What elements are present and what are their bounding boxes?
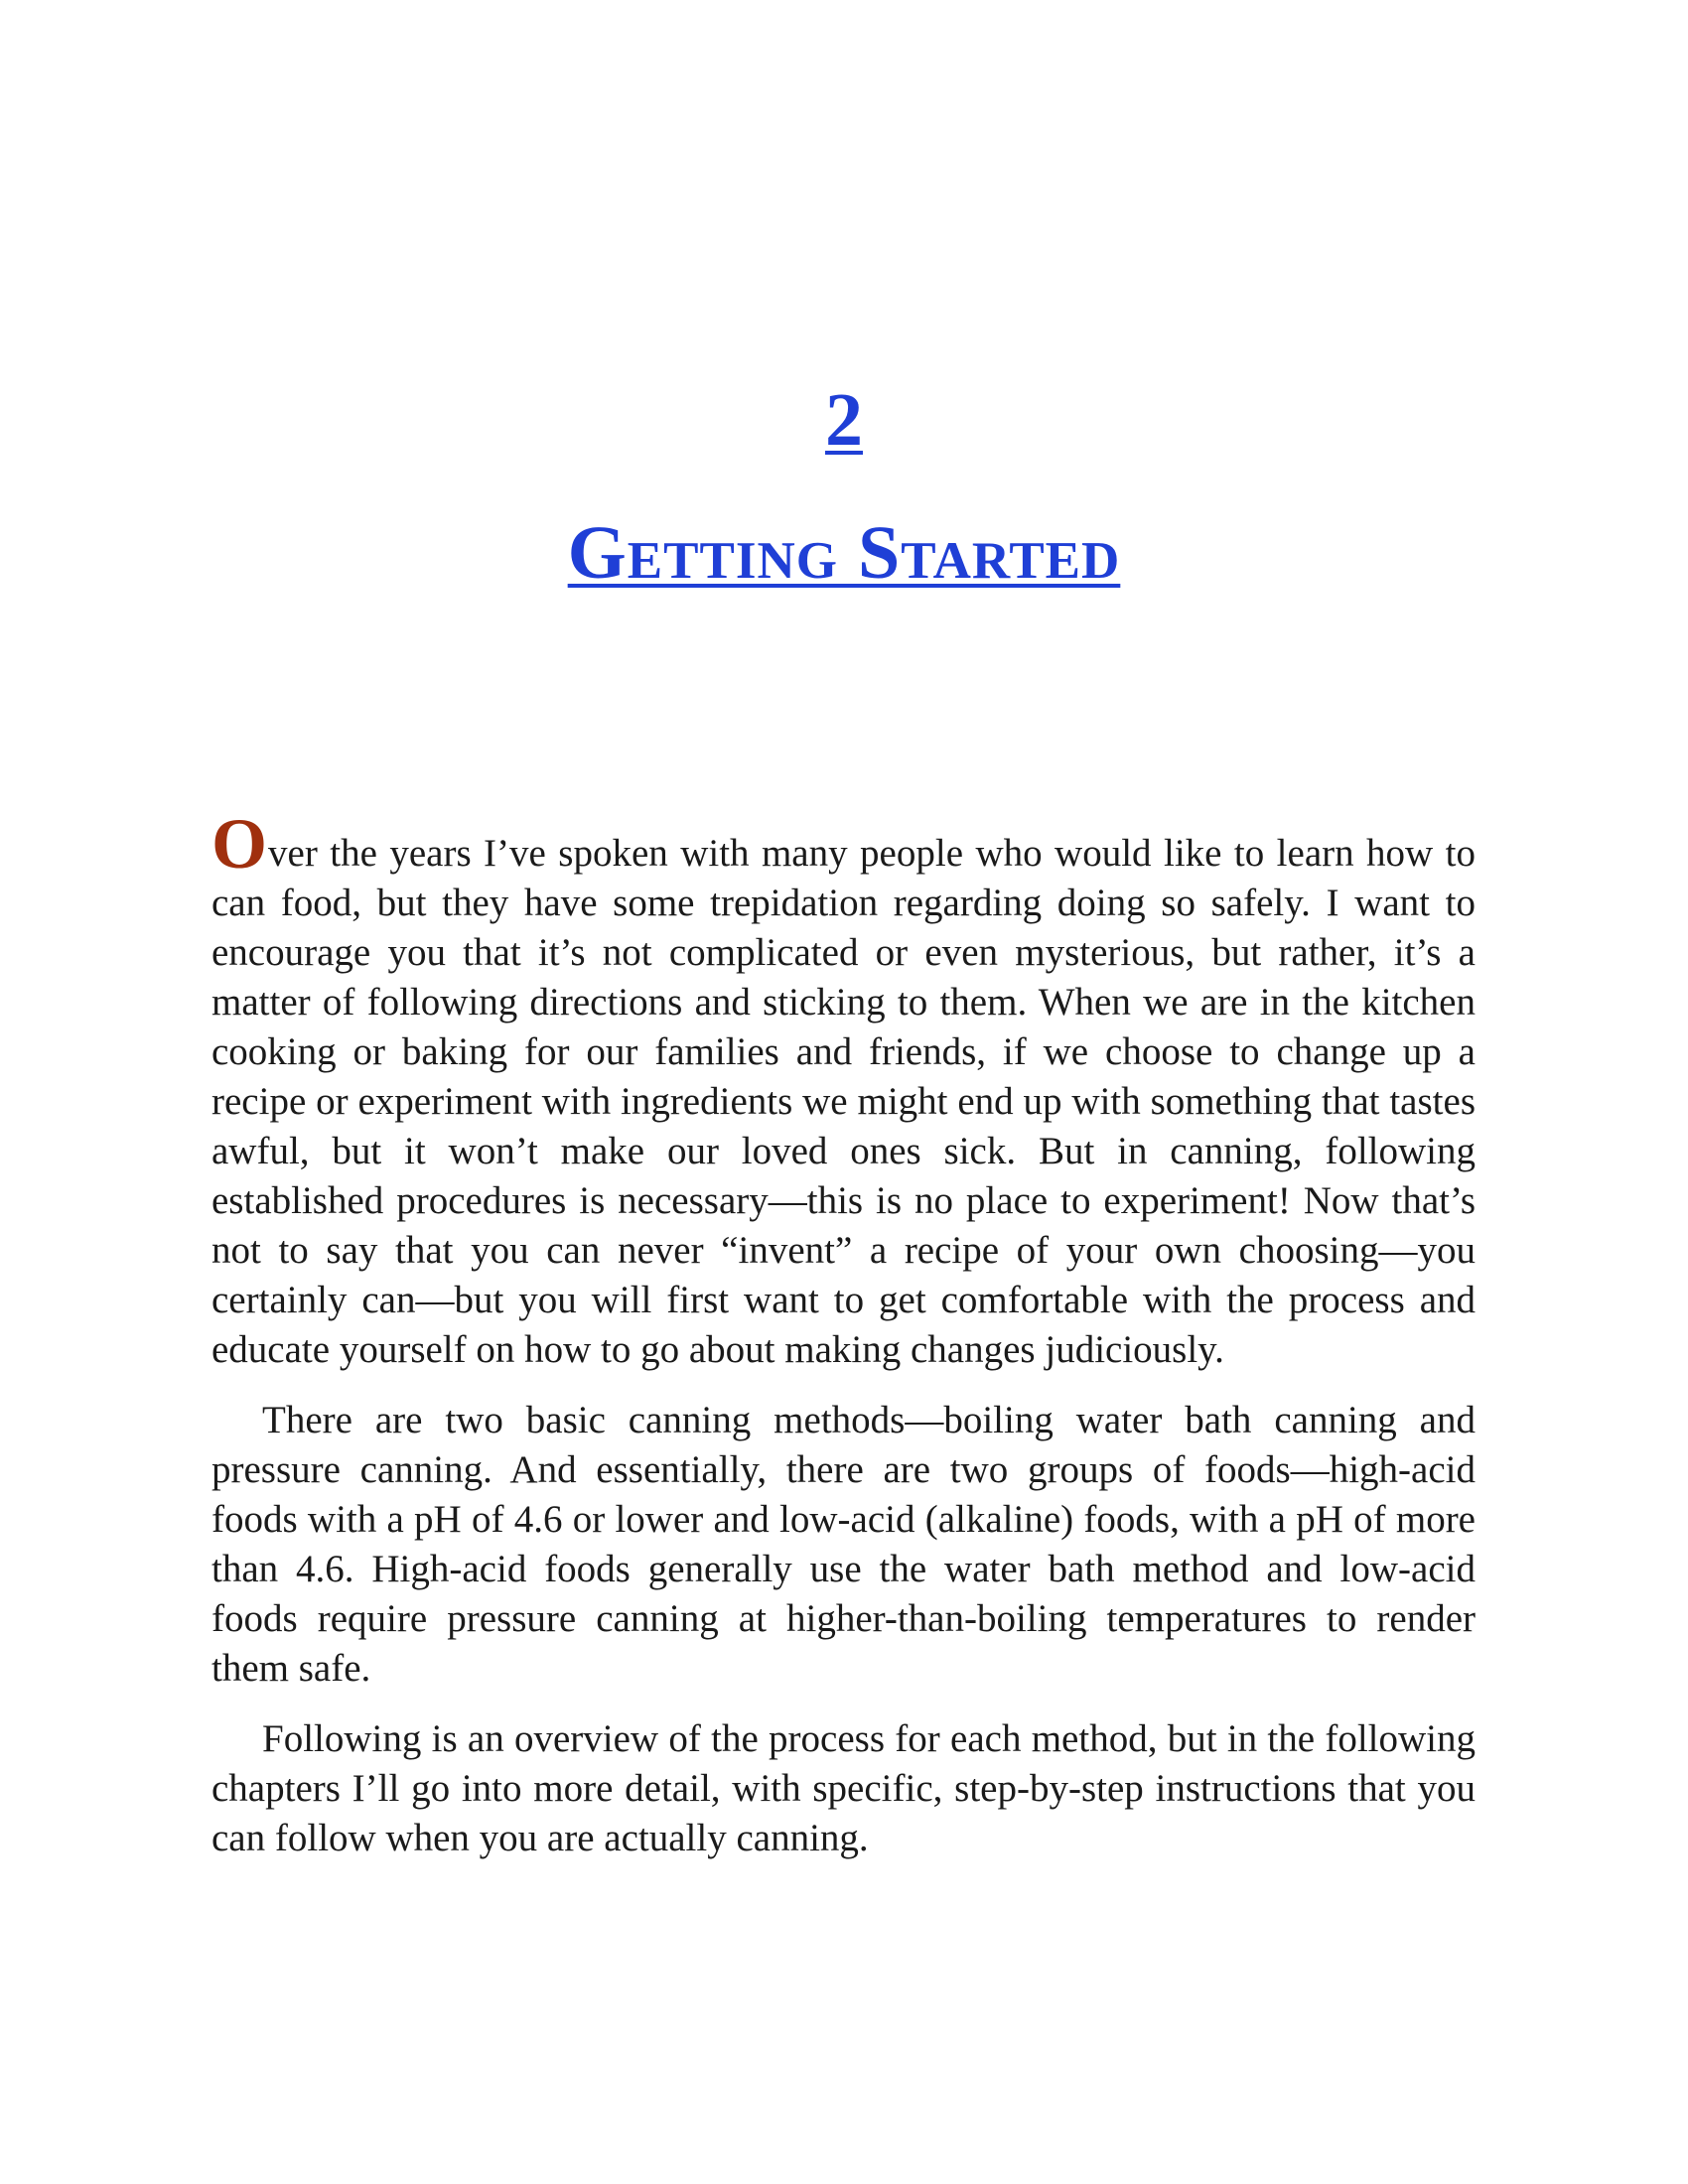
chapter-title-heading — [0, 508, 1688, 598]
drop-cap: O — [211, 804, 268, 884]
paragraph-intro-text: ver the years I’ve spoken with many people who would like to learn how to can food, but they have some trepidation regarding doing so safely. I want to encourage you that it’s not complicated or even mysterious, but rather, it’s a matter of following directions and sticking to them. When we are in the kitchen cooking or baking for our families and friends, if we choose to change up a recipe or experiment with ingredients we might end up with something that tastes awful, but it won’t make our loved ones sick. But in canning, following established procedures is necessary—this is no place to experiment! Now that’s not to say that you can never “invent” a recipe of your own choosing—you certainly can—but you will first want to get comfortable with the process and educate yourself on how to go about making changes judiciously. — [211, 832, 1476, 1371]
paragraph-intro — [211, 804, 1476, 1375]
chapter-body — [211, 804, 1476, 1884]
chapter-number-heading — [0, 375, 1688, 465]
paragraph-canning-methods: There are two basic canning methods—boiling water bath canning and pressure canning. And essentially, there are two groups of foods—high-acid foods with a pH of 4.6 or lower and low-acid (alkaline) foods, with a pH of more than 4.6. High-acid foods generally use the water bath method and low-acid foods require pressure canning at higher-than-boiling temperatures to render them safe. — [211, 1399, 1476, 1690]
chapter-number-link[interactable]: 2 — [825, 378, 863, 462]
chapter-title-link[interactable]: Getting Started — [567, 511, 1121, 595]
paragraph-overview: Following is an overview of the process for each method, but in the following chapters I’ll go into more detail, with specific, step-by-step instructions that you can follow when you are actually canning. — [211, 1717, 1476, 1859]
